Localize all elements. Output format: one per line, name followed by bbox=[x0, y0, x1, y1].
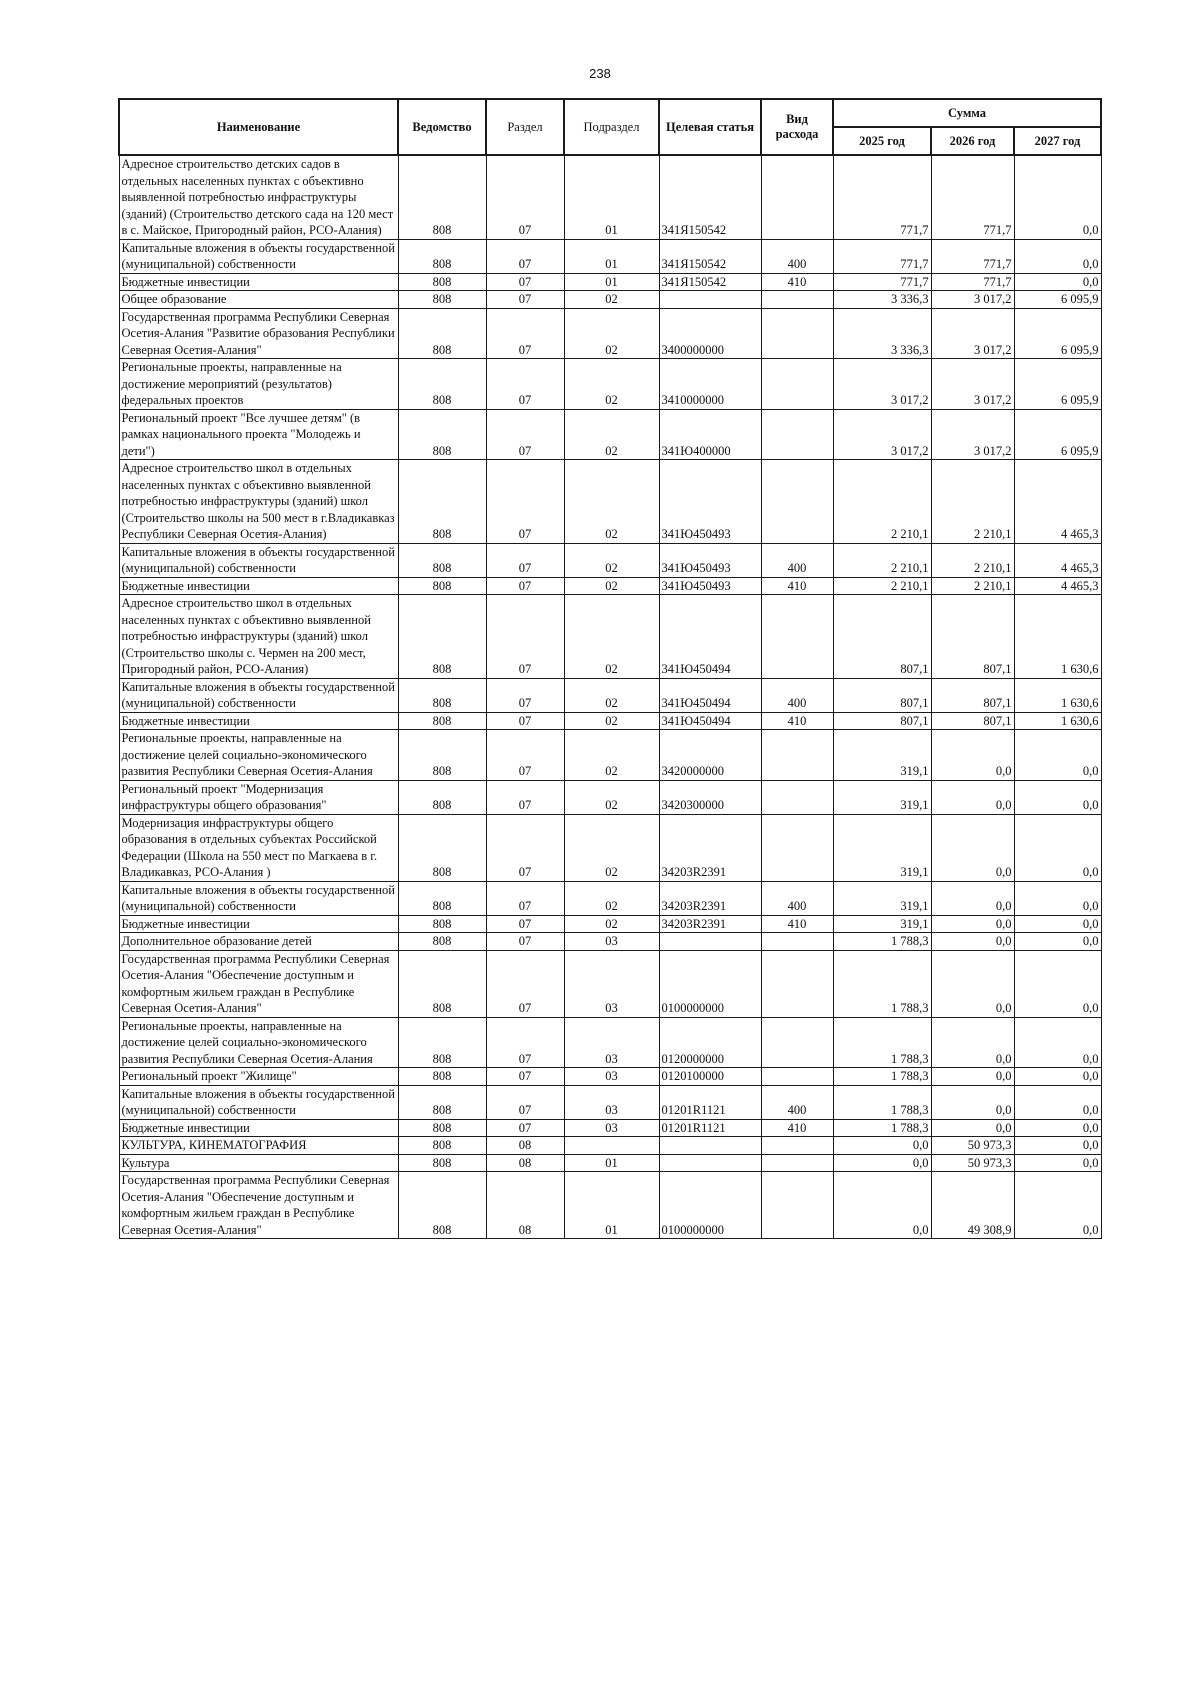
cell-2026: 0,0 bbox=[931, 950, 1014, 1017]
cell-2025: 319,1 bbox=[833, 915, 931, 933]
cell-2027: 1 630,6 bbox=[1014, 595, 1101, 679]
cell-dept: 808 bbox=[398, 1154, 486, 1172]
cell-2025: 807,1 bbox=[833, 712, 931, 730]
cell-dept: 808 bbox=[398, 543, 486, 577]
cell-2025: 0,0 bbox=[833, 1172, 931, 1239]
cell-section: 07 bbox=[486, 1085, 564, 1119]
cell-target: 3420000000 bbox=[659, 730, 761, 781]
cell-2025: 1 788,3 bbox=[833, 1068, 931, 1086]
table-row bbox=[119, 409, 1101, 460]
cell-dept: 808 bbox=[398, 308, 486, 359]
header-type: Вид расхода bbox=[761, 99, 833, 155]
cell-dept: 808 bbox=[398, 1085, 486, 1119]
cell-dept: 808 bbox=[398, 780, 486, 814]
cell-2027: 0,0 bbox=[1014, 950, 1101, 1017]
cell-section: 07 bbox=[486, 291, 564, 309]
cell-target: 341Я150542 bbox=[659, 273, 761, 291]
cell-name: Бюджетные инвестиции bbox=[119, 712, 398, 730]
cell-target bbox=[659, 1137, 761, 1155]
cell-2027: 6 095,9 bbox=[1014, 308, 1101, 359]
cell-type: 400 bbox=[761, 678, 833, 712]
table-row bbox=[119, 577, 1101, 595]
cell-subsection: 03 bbox=[564, 1017, 659, 1068]
cell-dept: 808 bbox=[398, 730, 486, 781]
cell-2025: 319,1 bbox=[833, 881, 931, 915]
cell-dept: 808 bbox=[398, 1068, 486, 1086]
cell-subsection: 03 bbox=[564, 1068, 659, 1086]
cell-subsection: 02 bbox=[564, 595, 659, 679]
cell-target: 0100000000 bbox=[659, 950, 761, 1017]
cell-name: Общее образование bbox=[119, 291, 398, 309]
cell-target: 341Ю450493 bbox=[659, 577, 761, 595]
cell-target: 0120100000 bbox=[659, 1068, 761, 1086]
cell-2027: 6 095,9 bbox=[1014, 409, 1101, 460]
cell-name: Адресное строительство школ в отдельных населенных пунктах с объективно выявленной потребностью инфраструктуры (зданий) школ (Строительство школы с. Чермен на 200 мест, Пригородный район, РСО-Алания) bbox=[119, 595, 398, 679]
cell-2027: 0,0 bbox=[1014, 1137, 1101, 1155]
cell-subsection: 01 bbox=[564, 155, 659, 239]
cell-subsection: 02 bbox=[564, 712, 659, 730]
cell-name: Региональные проекты, направленные на достижение мероприятий (результатов) федеральных проектов bbox=[119, 359, 398, 410]
cell-name: Капитальные вложения в объекты государственной (муниципальной) собственности bbox=[119, 881, 398, 915]
cell-section: 07 bbox=[486, 1119, 564, 1137]
cell-2025: 2 210,1 bbox=[833, 577, 931, 595]
cell-subsection: 02 bbox=[564, 915, 659, 933]
cell-type bbox=[761, 1068, 833, 1086]
header-subsection: Подраздел bbox=[564, 99, 659, 155]
cell-target: 0120000000 bbox=[659, 1017, 761, 1068]
cell-2025: 319,1 bbox=[833, 780, 931, 814]
cell-name: Капитальные вложения в объекты государственной (муниципальной) собственности bbox=[119, 1085, 398, 1119]
cell-target bbox=[659, 933, 761, 951]
cell-2027: 1 630,6 bbox=[1014, 678, 1101, 712]
cell-subsection: 02 bbox=[564, 730, 659, 781]
table-row bbox=[119, 712, 1101, 730]
table-row bbox=[119, 595, 1101, 679]
cell-target bbox=[659, 1154, 761, 1172]
cell-target: 341Я150542 bbox=[659, 239, 761, 273]
cell-type bbox=[761, 780, 833, 814]
cell-2026: 2 210,1 bbox=[931, 460, 1014, 544]
cell-2027: 0,0 bbox=[1014, 814, 1101, 881]
table-row bbox=[119, 933, 1101, 951]
cell-subsection: 02 bbox=[564, 359, 659, 410]
cell-2026: 2 210,1 bbox=[931, 577, 1014, 595]
cell-dept: 808 bbox=[398, 678, 486, 712]
cell-2026: 0,0 bbox=[931, 1068, 1014, 1086]
table-body bbox=[119, 155, 1101, 1239]
cell-section: 07 bbox=[486, 577, 564, 595]
cell-type bbox=[761, 291, 833, 309]
cell-target: 01201R1121 bbox=[659, 1085, 761, 1119]
header-name: Наименование bbox=[119, 99, 398, 155]
table-row bbox=[119, 780, 1101, 814]
cell-2025: 0,0 bbox=[833, 1137, 931, 1155]
cell-type: 400 bbox=[761, 1085, 833, 1119]
cell-dept: 808 bbox=[398, 291, 486, 309]
cell-2025: 1 788,3 bbox=[833, 1119, 931, 1137]
budget-table bbox=[118, 98, 1102, 1239]
cell-2025: 1 788,3 bbox=[833, 1017, 931, 1068]
cell-2026: 49 308,9 bbox=[931, 1172, 1014, 1239]
cell-section: 07 bbox=[486, 678, 564, 712]
cell-dept: 808 bbox=[398, 950, 486, 1017]
cell-2026: 3 017,2 bbox=[931, 291, 1014, 309]
cell-name: КУЛЬТУРА, КИНЕМАТОГРАФИЯ bbox=[119, 1137, 398, 1155]
cell-dept: 808 bbox=[398, 1137, 486, 1155]
cell-2027: 0,0 bbox=[1014, 239, 1101, 273]
cell-dept: 808 bbox=[398, 273, 486, 291]
cell-dept: 808 bbox=[398, 915, 486, 933]
cell-2027: 0,0 bbox=[1014, 155, 1101, 239]
table-row bbox=[119, 1137, 1101, 1155]
cell-name: Государственная программа Республики Северная Осетия-Алания "Развитие образования Республики Северная Осетия-Алания" bbox=[119, 308, 398, 359]
cell-target: 341Ю400000 bbox=[659, 409, 761, 460]
cell-target: 3410000000 bbox=[659, 359, 761, 410]
cell-target: 0100000000 bbox=[659, 1172, 761, 1239]
cell-type bbox=[761, 359, 833, 410]
cell-2027: 0,0 bbox=[1014, 1017, 1101, 1068]
cell-target: 341Я150542 bbox=[659, 155, 761, 239]
cell-type bbox=[761, 409, 833, 460]
cell-2026: 3 017,2 bbox=[931, 409, 1014, 460]
cell-type bbox=[761, 308, 833, 359]
cell-2026: 807,1 bbox=[931, 595, 1014, 679]
cell-target: 341Ю450493 bbox=[659, 460, 761, 544]
cell-name: Государственная программа Республики Северная Осетия-Алания "Обеспечение доступным и комфортным жильем граждан в Республике Северная Осетия-Алания" bbox=[119, 950, 398, 1017]
cell-type bbox=[761, 155, 833, 239]
cell-dept: 808 bbox=[398, 239, 486, 273]
cell-2025: 1 788,3 bbox=[833, 933, 931, 951]
cell-2027: 0,0 bbox=[1014, 780, 1101, 814]
header-dept: Ведомство bbox=[398, 99, 486, 155]
cell-target: 341Ю450494 bbox=[659, 678, 761, 712]
cell-target: 341Ю450493 bbox=[659, 543, 761, 577]
cell-section: 07 bbox=[486, 359, 564, 410]
table-row bbox=[119, 915, 1101, 933]
table-row bbox=[119, 1154, 1101, 1172]
cell-2027: 4 465,3 bbox=[1014, 543, 1101, 577]
cell-subsection: 03 bbox=[564, 1085, 659, 1119]
cell-name: Региональный проект "Все лучшее детям" (в рамках национального проекта "Молодежь и дети") bbox=[119, 409, 398, 460]
table-row bbox=[119, 1085, 1101, 1119]
cell-type bbox=[761, 950, 833, 1017]
table-row bbox=[119, 1172, 1101, 1239]
cell-2027: 1 630,6 bbox=[1014, 712, 1101, 730]
table-row bbox=[119, 730, 1101, 781]
cell-target: 01201R1121 bbox=[659, 1119, 761, 1137]
cell-2025: 807,1 bbox=[833, 678, 931, 712]
cell-2025: 2 210,1 bbox=[833, 543, 931, 577]
cell-name: Капитальные вложения в объекты государственной (муниципальной) собственности bbox=[119, 543, 398, 577]
table-row bbox=[119, 291, 1101, 309]
cell-target: 34203R2391 bbox=[659, 814, 761, 881]
cell-2026: 771,7 bbox=[931, 155, 1014, 239]
cell-type: 400 bbox=[761, 881, 833, 915]
table-row bbox=[119, 1068, 1101, 1086]
cell-target bbox=[659, 291, 761, 309]
cell-type bbox=[761, 1017, 833, 1068]
cell-2026: 50 973,3 bbox=[931, 1137, 1014, 1155]
header-2025: 2025 год bbox=[833, 127, 931, 155]
cell-section: 07 bbox=[486, 730, 564, 781]
cell-type: 410 bbox=[761, 577, 833, 595]
cell-2025: 771,7 bbox=[833, 273, 931, 291]
cell-2026: 771,7 bbox=[931, 239, 1014, 273]
cell-2026: 807,1 bbox=[931, 678, 1014, 712]
cell-subsection: 02 bbox=[564, 577, 659, 595]
page-number: 238 bbox=[589, 66, 611, 81]
cell-2025: 3 336,3 bbox=[833, 308, 931, 359]
cell-2026: 0,0 bbox=[931, 915, 1014, 933]
cell-name: Адресное строительство школ в отдельных населенных пунктах с объективно выявленной потребностью инфраструктуры (зданий) школ (Строительство школы на 500 мест в г.Владикавказ Республики Северная Осетия-Алания) bbox=[119, 460, 398, 544]
cell-2025: 1 788,3 bbox=[833, 950, 931, 1017]
table-row bbox=[119, 881, 1101, 915]
header-sum: Сумма bbox=[833, 99, 1101, 127]
cell-2027: 6 095,9 bbox=[1014, 291, 1101, 309]
cell-dept: 808 bbox=[398, 881, 486, 915]
cell-target: 341Ю450494 bbox=[659, 595, 761, 679]
cell-2025: 3 017,2 bbox=[833, 409, 931, 460]
cell-section: 07 bbox=[486, 1017, 564, 1068]
cell-type: 410 bbox=[761, 915, 833, 933]
cell-section: 07 bbox=[486, 308, 564, 359]
cell-section: 08 bbox=[486, 1154, 564, 1172]
cell-subsection bbox=[564, 1137, 659, 1155]
cell-type: 400 bbox=[761, 543, 833, 577]
cell-subsection: 02 bbox=[564, 308, 659, 359]
cell-type: 410 bbox=[761, 273, 833, 291]
cell-section: 07 bbox=[486, 881, 564, 915]
cell-target: 3420300000 bbox=[659, 780, 761, 814]
cell-type: 400 bbox=[761, 239, 833, 273]
cell-dept: 808 bbox=[398, 577, 486, 595]
cell-2027: 0,0 bbox=[1014, 1085, 1101, 1119]
cell-name: Капитальные вложения в объекты государственной (муниципальной) собственности bbox=[119, 239, 398, 273]
cell-subsection: 02 bbox=[564, 409, 659, 460]
cell-dept: 808 bbox=[398, 712, 486, 730]
cell-name: Государственная программа Республики Северная Осетия-Алания "Обеспечение доступным и комфортным жильем граждан в Республике Северная Осетия-Алания" bbox=[119, 1172, 398, 1239]
cell-dept: 808 bbox=[398, 1017, 486, 1068]
cell-name: Региональный проект "Модернизация инфраструктуры общего образования" bbox=[119, 780, 398, 814]
header-2027: 2027 год bbox=[1014, 127, 1101, 155]
cell-2026: 771,7 bbox=[931, 273, 1014, 291]
cell-2026: 0,0 bbox=[931, 1119, 1014, 1137]
cell-name: Бюджетные инвестиции bbox=[119, 915, 398, 933]
cell-2027: 0,0 bbox=[1014, 730, 1101, 781]
cell-type bbox=[761, 1172, 833, 1239]
cell-section: 07 bbox=[486, 595, 564, 679]
cell-type: 410 bbox=[761, 712, 833, 730]
table-row bbox=[119, 814, 1101, 881]
cell-dept: 808 bbox=[398, 1119, 486, 1137]
cell-2025: 3 017,2 bbox=[833, 359, 931, 410]
table-row bbox=[119, 678, 1101, 712]
cell-2027: 0,0 bbox=[1014, 1068, 1101, 1086]
cell-target: 34203R2391 bbox=[659, 881, 761, 915]
cell-type: 410 bbox=[761, 1119, 833, 1137]
cell-section: 07 bbox=[486, 273, 564, 291]
cell-subsection: 02 bbox=[564, 678, 659, 712]
cell-2025: 3 336,3 bbox=[833, 291, 931, 309]
cell-subsection: 01 bbox=[564, 1154, 659, 1172]
cell-section: 07 bbox=[486, 239, 564, 273]
cell-subsection: 01 bbox=[564, 239, 659, 273]
cell-dept: 808 bbox=[398, 409, 486, 460]
cell-name: Модернизация инфраструктуры общего образования в отдельных субъектах Российской Федерации (Школа на 550 мест по Магкаева в г. Владикавказ, РСО-Алания ) bbox=[119, 814, 398, 881]
cell-dept: 808 bbox=[398, 814, 486, 881]
cell-dept: 808 bbox=[398, 155, 486, 239]
cell-section: 07 bbox=[486, 543, 564, 577]
cell-section: 07 bbox=[486, 780, 564, 814]
cell-2027: 0,0 bbox=[1014, 933, 1101, 951]
cell-2025: 0,0 bbox=[833, 1154, 931, 1172]
cell-2027: 0,0 bbox=[1014, 273, 1101, 291]
cell-subsection: 02 bbox=[564, 460, 659, 544]
cell-2026: 0,0 bbox=[931, 1017, 1014, 1068]
cell-subsection: 03 bbox=[564, 933, 659, 951]
cell-subsection: 03 bbox=[564, 1119, 659, 1137]
cell-target: 3400000000 bbox=[659, 308, 761, 359]
cell-section: 07 bbox=[486, 409, 564, 460]
cell-2025: 807,1 bbox=[833, 595, 931, 679]
cell-type bbox=[761, 595, 833, 679]
cell-type bbox=[761, 1137, 833, 1155]
cell-name: Дополнительное образование детей bbox=[119, 933, 398, 951]
table-row bbox=[119, 359, 1101, 410]
cell-2026: 0,0 bbox=[931, 933, 1014, 951]
cell-section: 07 bbox=[486, 933, 564, 951]
cell-dept: 808 bbox=[398, 1172, 486, 1239]
cell-name: Региональные проекты, направленные на достижение целей социально-экономического развития Республики Северная Осетия-Алания bbox=[119, 1017, 398, 1068]
cell-subsection: 02 bbox=[564, 291, 659, 309]
cell-name: Региональные проекты, направленные на достижение целей социально-экономического развития Республики Северная Осетия-Алания bbox=[119, 730, 398, 781]
cell-name: Бюджетные инвестиции bbox=[119, 273, 398, 291]
cell-2026: 0,0 bbox=[931, 780, 1014, 814]
cell-subsection: 02 bbox=[564, 780, 659, 814]
cell-subsection: 03 bbox=[564, 950, 659, 1017]
cell-2025: 771,7 bbox=[833, 239, 931, 273]
table-row bbox=[119, 460, 1101, 544]
cell-section: 07 bbox=[486, 950, 564, 1017]
cell-2027: 4 465,3 bbox=[1014, 460, 1101, 544]
cell-dept: 808 bbox=[398, 595, 486, 679]
table-row bbox=[119, 1119, 1101, 1137]
cell-2026: 2 210,1 bbox=[931, 543, 1014, 577]
cell-2027: 0,0 bbox=[1014, 881, 1101, 915]
header-target: Целевая статья bbox=[659, 99, 761, 155]
cell-dept: 808 bbox=[398, 359, 486, 410]
cell-target: 341Ю450494 bbox=[659, 712, 761, 730]
cell-section: 08 bbox=[486, 1172, 564, 1239]
cell-type bbox=[761, 1154, 833, 1172]
cell-section: 07 bbox=[486, 460, 564, 544]
cell-2027: 0,0 bbox=[1014, 1119, 1101, 1137]
cell-type bbox=[761, 460, 833, 544]
cell-2025: 771,7 bbox=[833, 155, 931, 239]
cell-section: 07 bbox=[486, 155, 564, 239]
cell-2025: 319,1 bbox=[833, 730, 931, 781]
cell-2025: 319,1 bbox=[833, 814, 931, 881]
cell-name: Бюджетные инвестиции bbox=[119, 1119, 398, 1137]
cell-2025: 1 788,3 bbox=[833, 1085, 931, 1119]
cell-2027: 6 095,9 bbox=[1014, 359, 1101, 410]
cell-subsection: 02 bbox=[564, 543, 659, 577]
cell-2026: 0,0 bbox=[931, 1085, 1014, 1119]
cell-name: Региональный проект "Жилище" bbox=[119, 1068, 398, 1086]
table-row bbox=[119, 950, 1101, 1017]
cell-type bbox=[761, 730, 833, 781]
cell-name: Бюджетные инвестиции bbox=[119, 577, 398, 595]
cell-2026: 3 017,2 bbox=[931, 359, 1014, 410]
cell-2027: 0,0 bbox=[1014, 1172, 1101, 1239]
cell-2025: 2 210,1 bbox=[833, 460, 931, 544]
cell-name: Адресное строительство детских садов в отдельных населенных пунктах с объективно выявленной потребностью инфраструктуры (зданий) (Строительство детского сада на 120 мест в с. Майское, Пригородный район, РСО-Алания) bbox=[119, 155, 398, 239]
cell-section: 07 bbox=[486, 712, 564, 730]
cell-name: Культура bbox=[119, 1154, 398, 1172]
cell-dept: 808 bbox=[398, 460, 486, 544]
cell-2027: 0,0 bbox=[1014, 1154, 1101, 1172]
cell-type bbox=[761, 933, 833, 951]
cell-2026: 50 973,3 bbox=[931, 1154, 1014, 1172]
table-row bbox=[119, 543, 1101, 577]
cell-2026: 0,0 bbox=[931, 730, 1014, 781]
cell-section: 07 bbox=[486, 1068, 564, 1086]
cell-subsection: 01 bbox=[564, 1172, 659, 1239]
header-section: Раздел bbox=[486, 99, 564, 155]
table-row bbox=[119, 308, 1101, 359]
cell-subsection: 01 bbox=[564, 273, 659, 291]
header-2026: 2026 год bbox=[931, 127, 1014, 155]
cell-subsection: 02 bbox=[564, 881, 659, 915]
cell-name: Капитальные вложения в объекты государственной (муниципальной) собственности bbox=[119, 678, 398, 712]
cell-2026: 807,1 bbox=[931, 712, 1014, 730]
cell-section: 07 bbox=[486, 915, 564, 933]
cell-dept: 808 bbox=[398, 933, 486, 951]
cell-type bbox=[761, 814, 833, 881]
cell-2026: 0,0 bbox=[931, 881, 1014, 915]
cell-target: 34203R2391 bbox=[659, 915, 761, 933]
table-row bbox=[119, 239, 1101, 273]
table-row bbox=[119, 1017, 1101, 1068]
cell-2027: 0,0 bbox=[1014, 915, 1101, 933]
table-row bbox=[119, 155, 1101, 239]
cell-section: 08 bbox=[486, 1137, 564, 1155]
cell-2027: 4 465,3 bbox=[1014, 577, 1101, 595]
cell-section: 07 bbox=[486, 814, 564, 881]
cell-2026: 3 017,2 bbox=[931, 308, 1014, 359]
cell-2026: 0,0 bbox=[931, 814, 1014, 881]
table-row bbox=[119, 273, 1101, 291]
cell-subsection: 02 bbox=[564, 814, 659, 881]
